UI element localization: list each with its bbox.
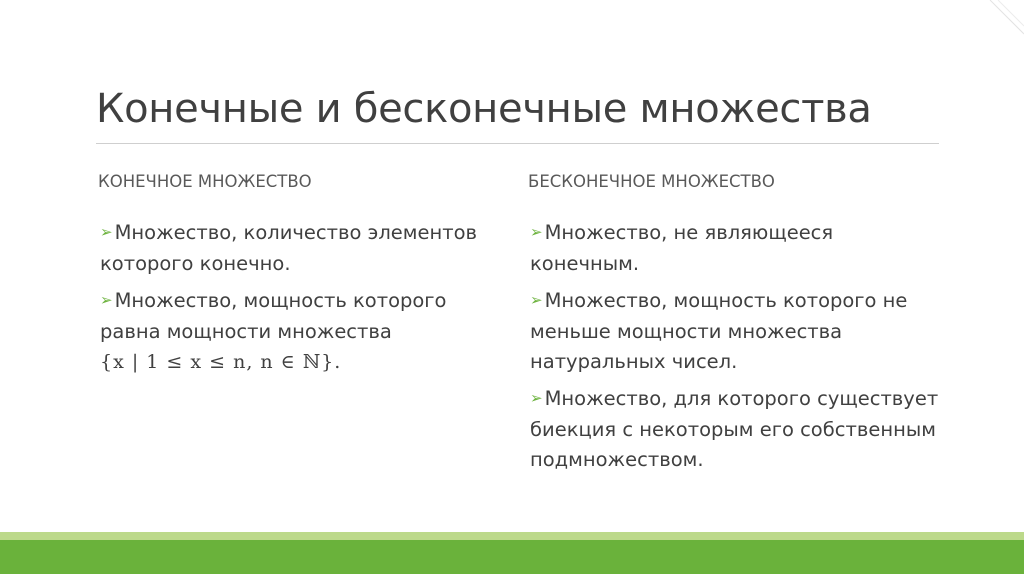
- footer-accent-stripe: [0, 532, 1024, 540]
- corner-decoration: [984, 0, 1024, 40]
- title-divider: [96, 143, 939, 144]
- green-arrow-icon: ➢: [530, 291, 543, 309]
- bullet-text: Множество, количество элементов которого конечно.: [100, 221, 478, 275]
- bullet-text: Множество, для которого существует биекция с некоторым его собственным подмножеством.: [530, 387, 939, 471]
- green-arrow-icon: ➢: [100, 223, 113, 241]
- bullet-text: Множество, мощность которого равна мощности множества: [100, 289, 447, 343]
- green-arrow-icon: ➢: [100, 291, 113, 309]
- green-arrow-icon: ➢: [530, 223, 543, 241]
- list-item: [522, 286, 942, 377]
- math-formula: {x | 1 ≤ x ≤ n, n ∈ ℕ}.: [100, 351, 342, 373]
- slide-title: Конечные и бесконечные множества: [96, 86, 872, 132]
- list-item: [92, 286, 502, 377]
- finite-set-bullets: [92, 218, 502, 384]
- list-item: [522, 384, 942, 475]
- green-arrow-icon: ➢: [530, 389, 543, 407]
- infinite-set-bullets: [522, 218, 942, 482]
- list-item: [522, 218, 942, 279]
- infinite-set-header: БЕСКОНЕЧНОЕ МНОЖЕСТВО: [528, 172, 775, 191]
- bullet-text: Множество, не являющееся конечным.: [530, 221, 834, 275]
- finite-set-header: КОНЕЧНОЕ МНОЖЕСТВО: [98, 172, 312, 191]
- list-item: [92, 218, 502, 279]
- bullet-text: Множество, мощность которого не меньше мощности множества натуральных чисел.: [530, 289, 908, 373]
- footer-accent-band: [0, 540, 1024, 574]
